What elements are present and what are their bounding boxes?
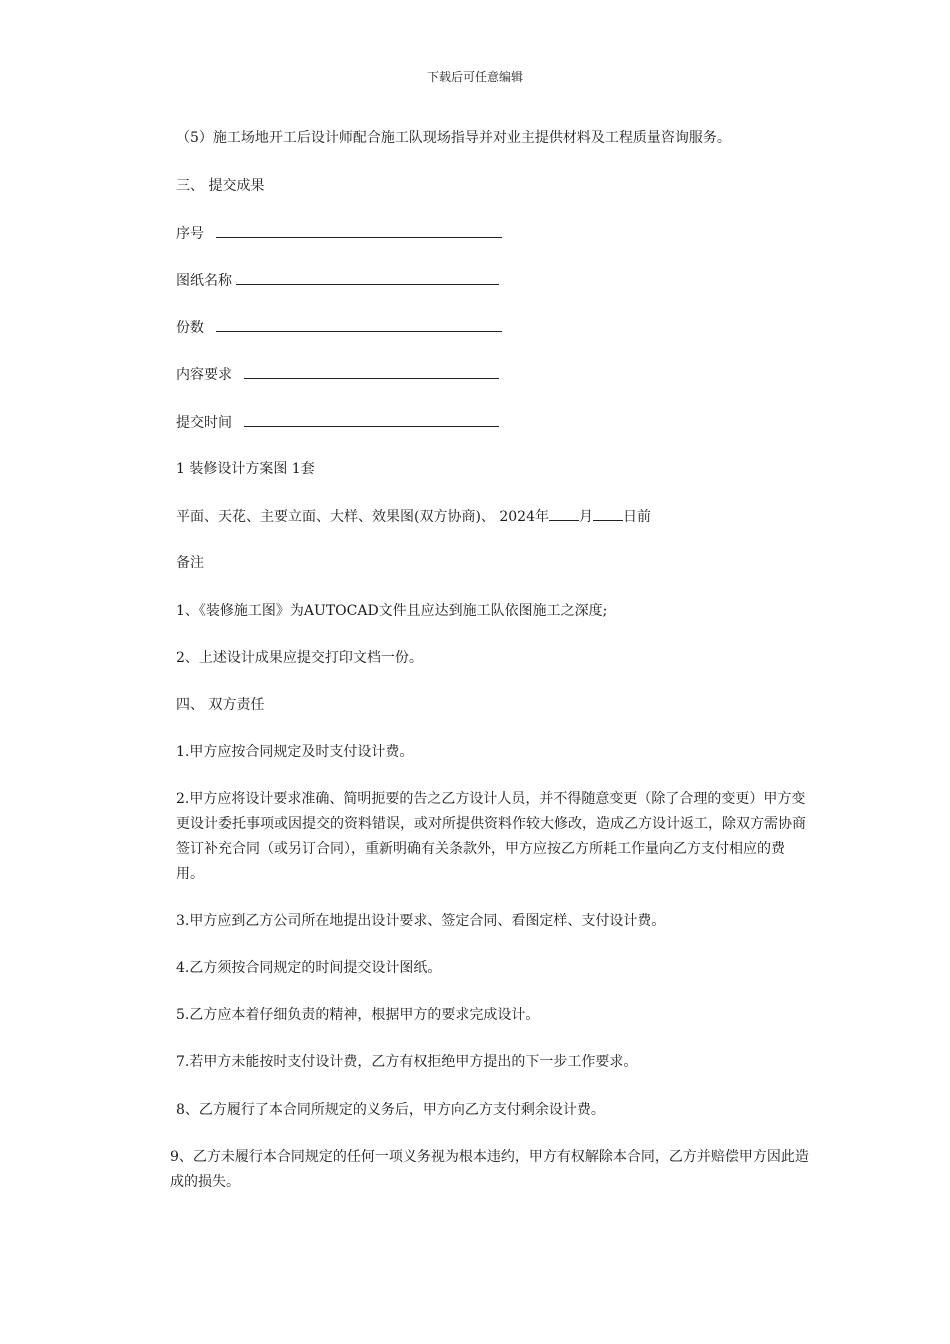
blank-line (236, 270, 499, 285)
field-serial (176, 223, 502, 244)
field-label: 图纸名称 (176, 273, 232, 289)
blank-line (244, 412, 499, 427)
field-submit-time (176, 412, 499, 433)
deliverable-line-2 (176, 506, 651, 527)
month-label: 月 (579, 509, 594, 525)
note-item-1: 1、《装修施工图》为AUTOCAD文件且应达到施工队依图施工之深度; (176, 603, 608, 619)
blank-line (216, 223, 502, 238)
notes-title: 备注 (176, 555, 204, 571)
field-label: 提交时间 (176, 415, 232, 431)
duty-item-3: 3.甲方应到乙方公司所在地提出设计要求、签定合同、看图定样、支付设计费。 (176, 913, 666, 929)
month-blank (549, 506, 579, 521)
note-item-2: 2、上述设计成果应提交打印文档一份。 (176, 650, 423, 666)
field-content-requirements (176, 364, 499, 385)
duty-item-4: 4.乙方须按合同规定的时间提交设计图纸。 (176, 960, 442, 976)
duty-item-1: 1.甲方应按合同规定及时支付设计费。 (176, 744, 414, 760)
field-copies (176, 317, 502, 338)
clause-item-5: （5）施工场地开工后设计师配合施工队现场指导并对业主提供材料及工程质量咨询服务。 (176, 130, 731, 146)
field-drawing-name (176, 270, 499, 291)
field-label: 序号 (176, 226, 204, 242)
duty-item-5: 5.乙方应本着仔细负责的精神，根据甲方的要求完成设计。 (176, 1007, 540, 1023)
section-3-title: 三、 提交成果 (176, 178, 265, 194)
page-header: 下载后可任意编辑 (426, 70, 523, 84)
duty-item-2: 2.甲方应将设计要求准确、简明扼要的告之乙方设计人员，并不得随意变更（除了合理的变更）甲方变更设计委托事项或因提交的资料错误，或对所提供资料作较大修改，造成乙方设计返工，除双方需协商签订补充合同（或另订合同），重新明确有关条款外，甲方应按乙方所耗工作量向乙方支付相应的费用。 (176, 791, 806, 882)
day-blank (593, 506, 623, 521)
duty-item-7: 7.若甲方未能按时支付设计费，乙方有权拒绝甲方提出的下一步工作要求。 (176, 1054, 638, 1070)
section-4-title: 四、 双方责任 (176, 697, 265, 713)
duty-item-9: 9、乙方未履行本合同规定的任何一项义务视为根本违约，甲方有权解除本合同，乙方并赔偿甲方因此造成的损失。 (170, 1149, 809, 1190)
field-label: 份数 (176, 320, 204, 336)
blank-line (216, 317, 502, 332)
blank-line (244, 364, 499, 379)
deliverable-prefix: 平面、天花、主要立面、大样、效果图(双方协商)、 2024年 (176, 509, 550, 525)
deliverable-line-1: 1 装修设计方案图 1套 (176, 461, 315, 477)
field-label: 内容要求 (176, 367, 232, 383)
duty-item-8: 8、乙方履行了本合同所规定的义务后，甲方向乙方支付剩余设计费。 (176, 1102, 605, 1118)
day-label: 日前 (623, 509, 652, 525)
